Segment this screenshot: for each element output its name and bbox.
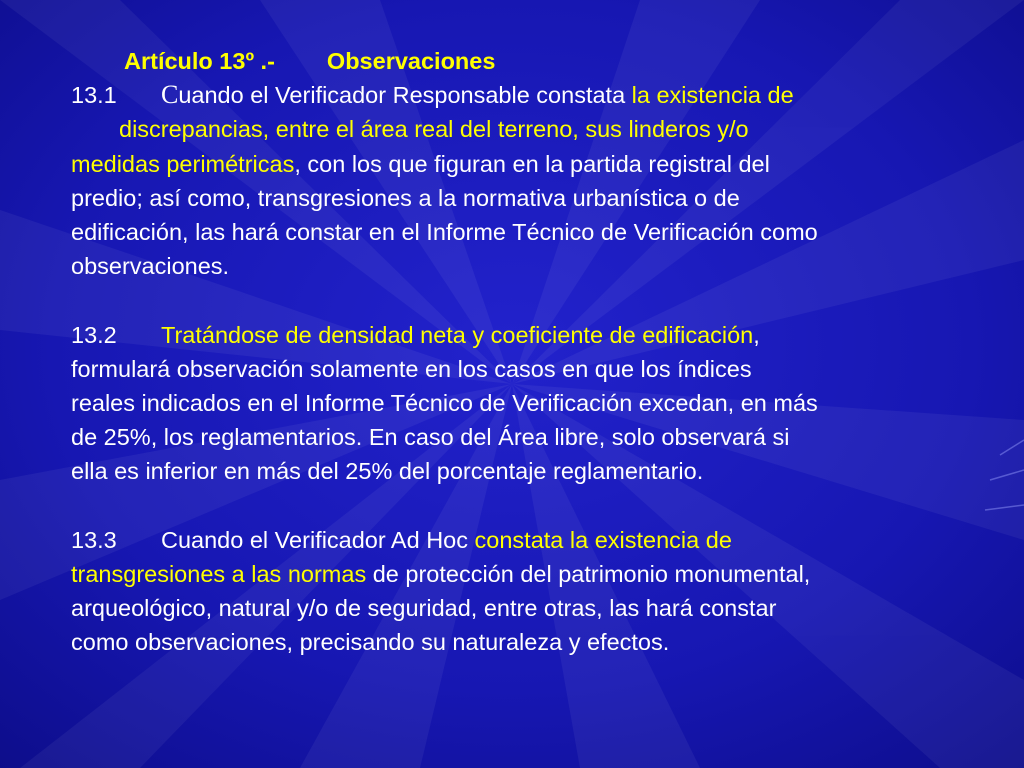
- section-number: 13.3: [71, 526, 117, 553]
- section-number: 13.2: [71, 321, 117, 348]
- highlighted-text: medidas perimétricas: [71, 150, 295, 177]
- text-segment: uando el Verificador Responsable constata: [178, 82, 632, 109]
- text-line: como observaciones, precisando su naturaleza y efectos.: [71, 629, 670, 656]
- text-line: ella es inferior en más del 25% del porcentaje reglamentario.: [71, 458, 704, 485]
- slide-title: [71, 44, 991, 78]
- text-segment: de protección del patrimonio monumental,: [366, 561, 811, 588]
- drop-cap: C: [161, 80, 179, 110]
- text-line: [71, 557, 991, 591]
- text-line: formulará observación solamente en los casos en que los índices: [71, 355, 752, 382]
- article-label: Artículo 13º .-: [124, 48, 275, 74]
- text-segment: , con los que figuran en la partida registral del: [294, 150, 770, 177]
- text-segment: ,: [753, 321, 760, 348]
- text-line: edificación, las hará constar en el Informe Técnico de Verificación como: [71, 219, 818, 246]
- highlighted-text: constata la existencia de: [474, 526, 732, 553]
- text-line: de 25%, los reglamentarios. En caso del Área libre, solo observará si: [71, 424, 790, 451]
- section-13-1: [71, 78, 991, 112]
- text-line: predio; así como, transgresiones a la normativa urbanística o de: [71, 184, 740, 211]
- section-13-3: [71, 523, 991, 557]
- highlighted-text: la existencia de: [631, 82, 794, 109]
- highlighted-text: transgresiones a las normas: [71, 561, 367, 588]
- highlighted-text: Tratándose de densidad neta y coeficiente de edificación: [161, 321, 754, 348]
- highlighted-text: discrepancias, entre el área real del terreno, sus linderos y/o: [119, 116, 749, 143]
- text-segment: Cuando el Verificador Ad Hoc: [161, 526, 475, 553]
- section-number: 13.1: [71, 82, 117, 109]
- text-line: arqueológico, natural y/o de seguridad, entre otras, las hará constar: [71, 595, 777, 622]
- paragraph-spacer: [71, 283, 991, 317]
- paragraph-spacer: [71, 489, 991, 523]
- section-13-2: [71, 318, 991, 352]
- text-line: reales indicados en el Informe Técnico de Verificación excedan, en más: [71, 390, 818, 417]
- title-heading: Observaciones: [326, 48, 496, 74]
- slide-content: [71, 44, 991, 660]
- text-line: [71, 147, 991, 181]
- text-line: observaciones.: [71, 253, 230, 280]
